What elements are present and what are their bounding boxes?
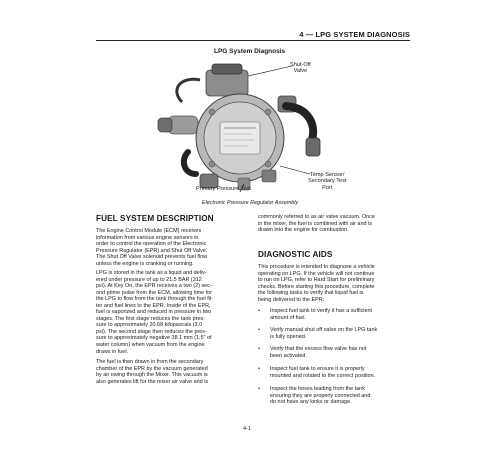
left-paragraph-2: LPG is stored in the tank as a liquid and deliv- ered under pressure of up to 21.5 BAR (312 psi). At Key On, the EPR receives a two (2) sec- ond prime pulse from the ECM, allowing time for the LPG to flow from the tank through the fuel fil- ter and fuel lines to the EPR. Inside of the EPR, fuel is vaporized and reduced in pressure in two stages. The first stage reduces the tank pres- sure to approximately 20.68 kilopascals (3.0 psi). The second stage then reduces the pres- sure to approximately negative 38.1 mm (1.5" of water column) when vacuum from the engine draws in fuel. <box>96 270 213 355</box>
list-item: • Verify manual shut off valve on the LPG tank is fully opened. <box>258 327 378 340</box>
shutoff-valve-callout: Shut-Off Valve <box>290 62 311 75</box>
right-paragraph-0: commonly referred to as air valve vacuum. Once in the mixer, the fuel is combined with air and is drawn into the engine for combustion. <box>258 214 375 234</box>
left-paragraph-1: The Engine Control Module (ECM) receives information from various engine sensors in order to control the operation of the Electronic Pressure Regulator (EPR) and Shut Off Valve. The Shut Off Valve solenoid prevents fuel flow unless the engine is cranking or running. <box>96 228 208 267</box>
left-paragraph-3: The fuel is then drawn in from the secondary chamber of the EPR by the vacuum generated by air owing through the Mixer. This vacuum is also generates lift for the mixer air valve and is <box>96 359 209 385</box>
temp-sensor-callout: Temp Sensor/ Secondary Test Port <box>308 172 347 191</box>
section-title: 4 — LPG SYSTEM DIAGNOSIS <box>299 30 410 39</box>
primary-pressure-callout: Primary Pressure Test <box>196 186 251 192</box>
diagnostic-aids-heading: DIAGNOSTIC AIDS <box>258 250 333 259</box>
list-item: • Inspect fuel tank to ensure it is properly mounted and rotated to the correct position. <box>258 366 376 379</box>
list-item: • Inspect the hoses leading from the tank ensuring they are properly connected and do not have any kinks or damage. <box>258 386 371 406</box>
fuel-system-heading: FUEL SYSTEM DESCRIPTION <box>96 214 214 223</box>
figure-caption: Electronic Pressure Regulator Assembly <box>201 200 299 206</box>
figure-title: LPG System Diagnosis <box>214 48 286 55</box>
list-item: • Inspect fuel tank to verify it has a sufficient amount of fuel. <box>258 308 373 321</box>
right-paragraph-1: This procedure is intended to diagnose a vehicle operating on LPG. If the vehicle will not continue to run on LPG, refer to Hard Start for preliminary checks. Before starting this procedure, complete the following tasks to verify that liquid fuel is being delivered to the EPR: <box>258 264 375 303</box>
list-item: • Verify that the excess flow valve has not been activated. <box>258 346 367 359</box>
page-header <box>96 30 410 41</box>
page-number: 4-1 <box>243 426 251 432</box>
